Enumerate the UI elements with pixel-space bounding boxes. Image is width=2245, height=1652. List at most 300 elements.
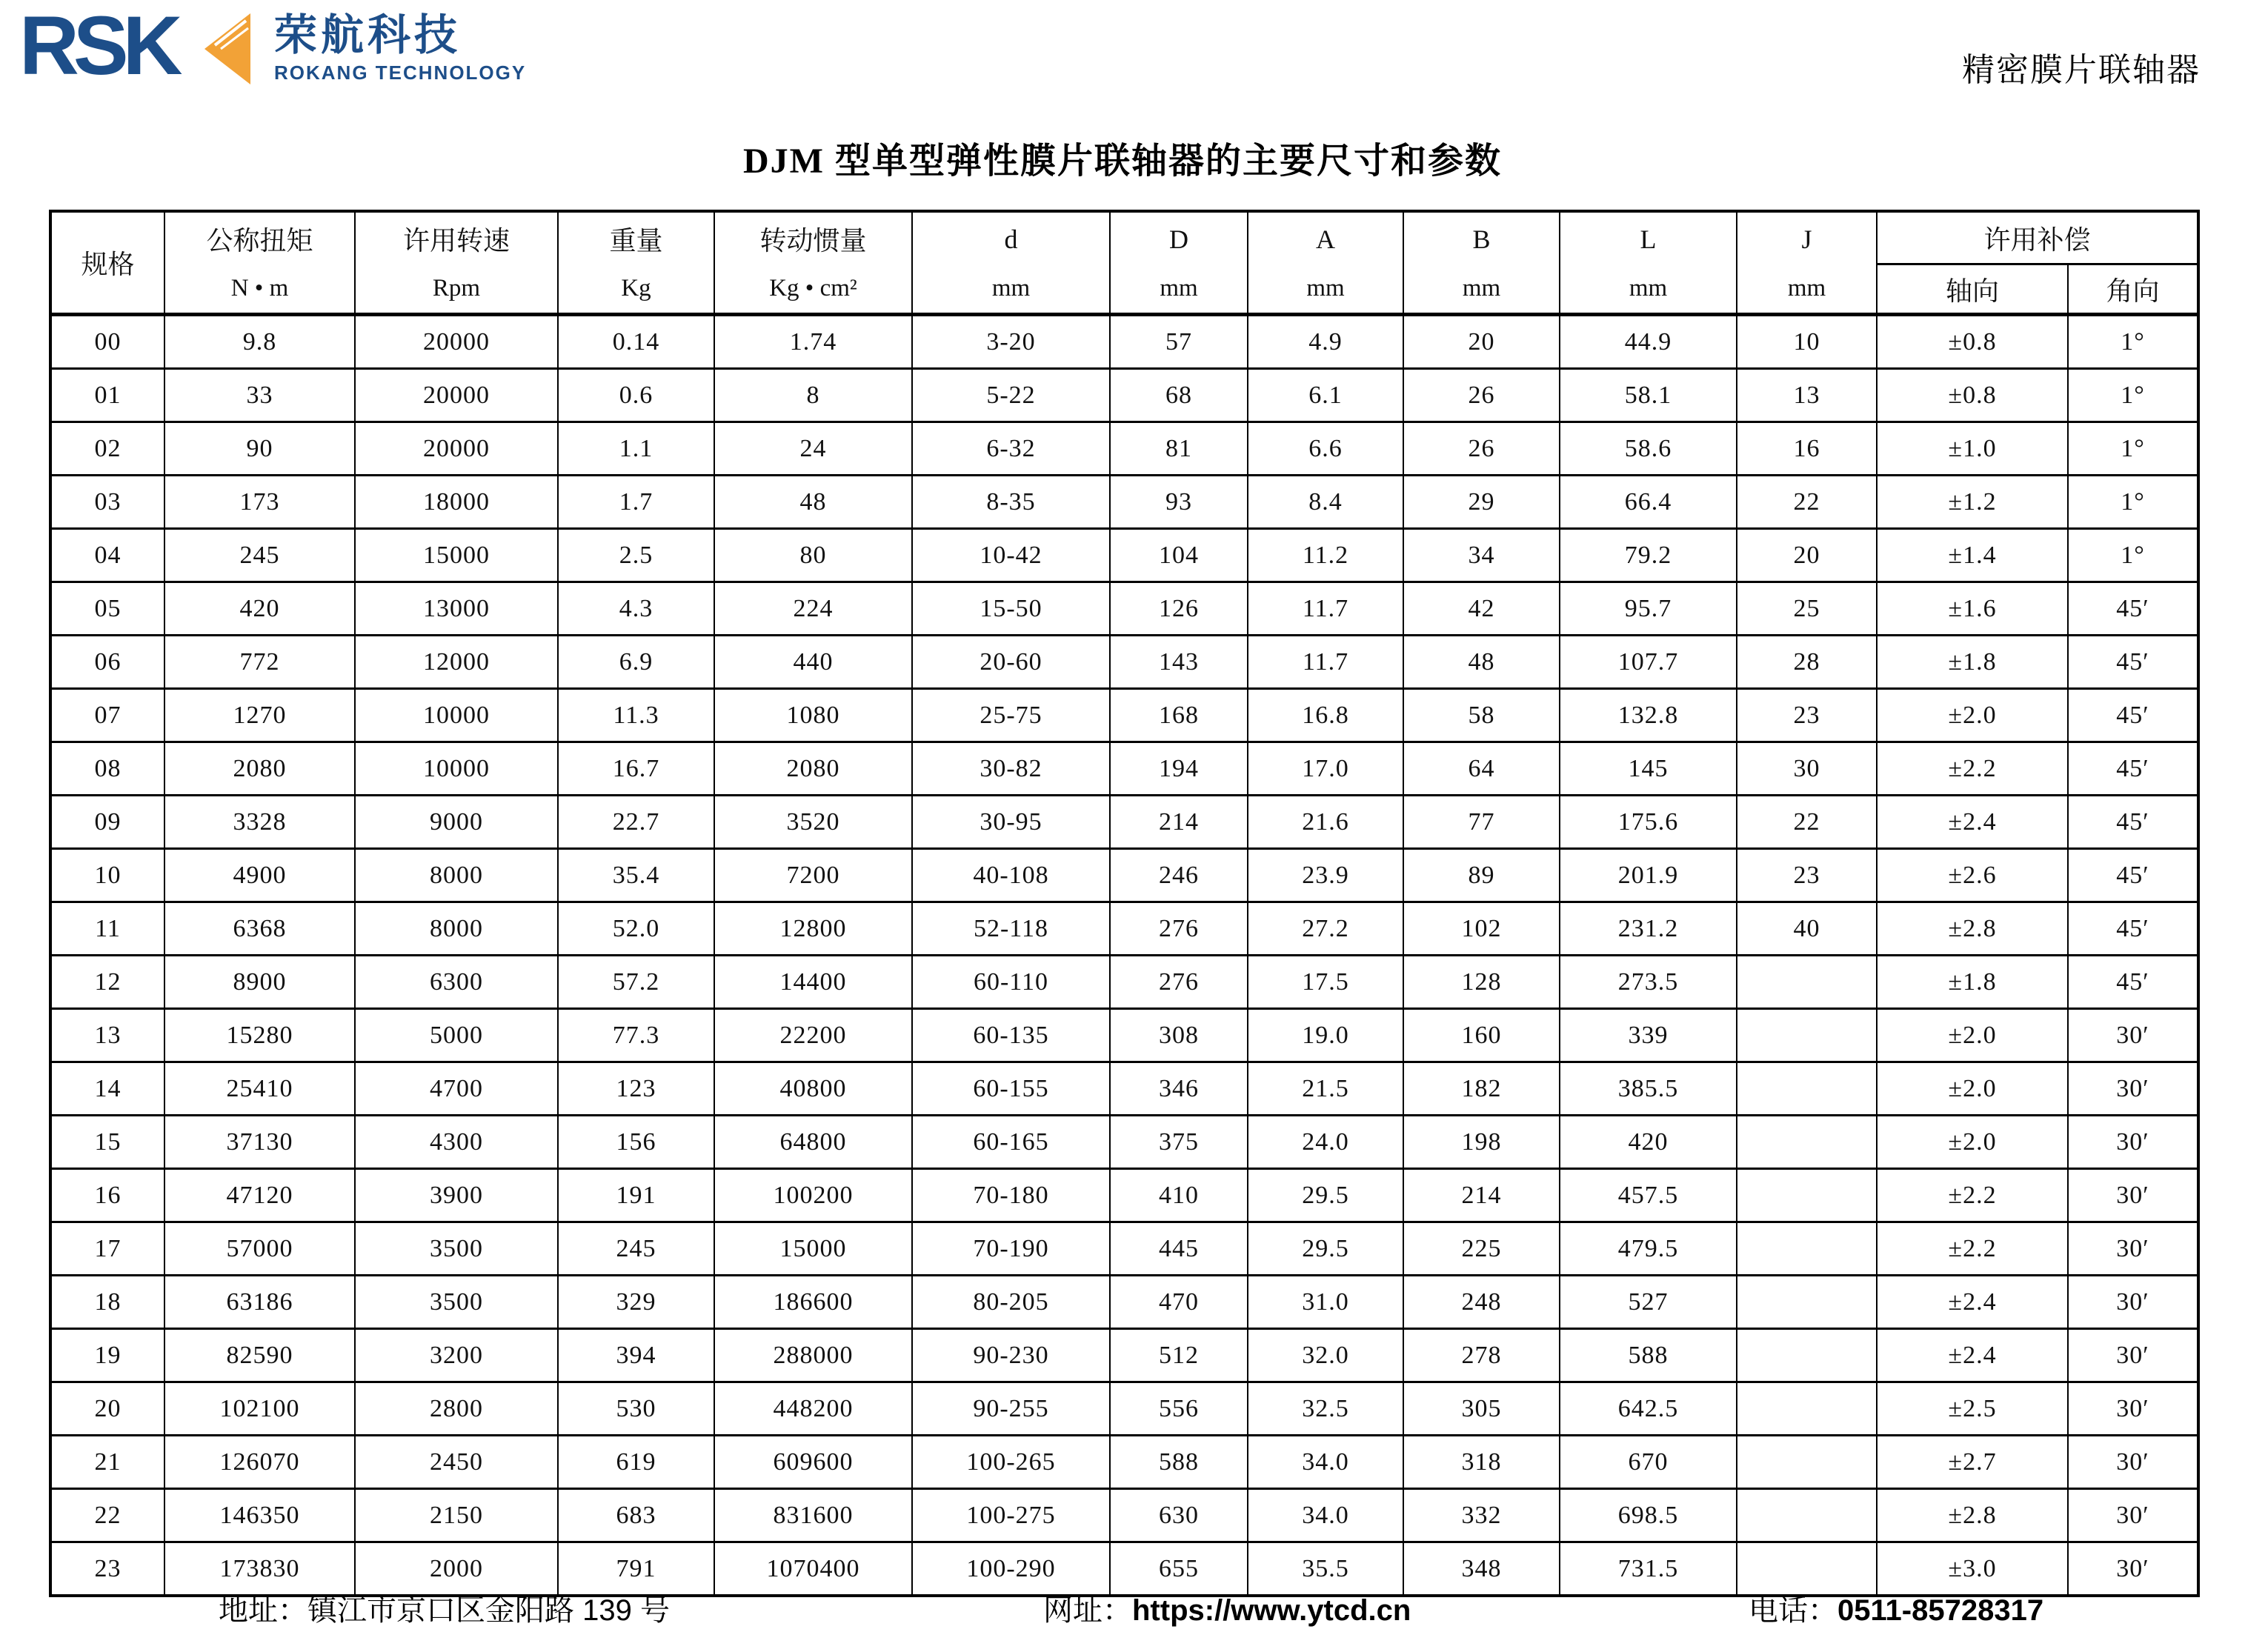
table-cell: 22200 [714,1009,912,1062]
table-cell: 2080 [164,742,355,796]
table-cell: 22 [1737,796,1877,849]
table-cell: 4700 [355,1062,558,1116]
logo-monogram: RSK [19,4,177,92]
table-row [50,849,2198,902]
table-cell: 48 [1403,636,1560,689]
table-cell: 20 [1737,529,1877,582]
col-header-axial: 轴向 [1877,264,2068,315]
table-cell: ±2.0 [1877,689,2068,742]
table-cell: 30′ [2068,1329,2198,1382]
table-cell: 17 [50,1222,164,1276]
table-cell: ±3.0 [1877,1542,2068,1596]
table-cell: 479.5 [1560,1222,1737,1276]
table-cell: 16 [1737,422,1877,476]
table-cell: 00 [50,315,164,369]
table-cell: 57000 [164,1222,355,1276]
table-cell: ±1.4 [1877,529,2068,582]
table-cell: 6.9 [558,636,714,689]
table-cell: 26 [1403,422,1560,476]
table-cell: 14 [50,1062,164,1116]
table-cell: 126 [1110,582,1248,636]
footer-website [1043,1587,1411,1629]
table-row [50,636,2198,689]
table-cell: 1° [2068,422,2198,476]
table-cell: 3200 [355,1329,558,1382]
table-cell: 23.9 [1248,849,1403,902]
table-cell: 23 [1737,849,1877,902]
col-header-compensation: 许用补偿 [1877,211,2198,264]
table-cell: ±2.6 [1877,849,2068,902]
table-cell: 3500 [355,1276,558,1329]
table-cell: 22.7 [558,796,714,849]
table-cell: 1° [2068,529,2198,582]
table-cell: 182 [1403,1062,1560,1116]
table-cell: 4.3 [558,582,714,636]
table-cell: 3-20 [912,315,1110,369]
table-cell: 642.5 [1560,1382,1737,1436]
table-cell: 6-32 [912,422,1110,476]
table-cell: 173 [164,476,355,529]
col-unit: mm [1462,275,1501,302]
table-cell: 20-60 [912,636,1110,689]
table-cell: 66.4 [1560,476,1737,529]
table-cell: 30-82 [912,742,1110,796]
table-cell: 670 [1560,1436,1737,1489]
table-row [50,1382,2198,1436]
table-cell: 30-95 [912,796,1110,849]
col-header-weight [558,211,714,315]
table-cell: 47120 [164,1169,355,1222]
col-header-torque [164,211,355,315]
table-cell: 224 [714,582,912,636]
table-cell: 3500 [355,1222,558,1276]
table-cell: 90-230 [912,1329,1110,1382]
table-cell: 30′ [2068,1222,2198,1276]
col-label: B [1472,224,1491,254]
table-cell: 13 [50,1009,164,1062]
table-cell: 420 [164,582,355,636]
table-cell: 20 [50,1382,164,1436]
table-cell: 45′ [2068,742,2198,796]
table-cell: 318 [1403,1436,1560,1489]
table-row [50,956,2198,1009]
table-cell: 420 [1560,1116,1737,1169]
table-header-row-1 [50,211,2198,264]
table-cell: 231.2 [1560,902,1737,956]
table-cell: 20000 [355,369,558,422]
table-cell: 24.0 [1248,1116,1403,1169]
table-cell: 10000 [355,742,558,796]
table-cell: 146350 [164,1489,355,1542]
table-cell: 100-275 [912,1489,1110,1542]
col-unit: mm [1629,275,1668,302]
table-cell: 145 [1560,742,1737,796]
table-cell: 42 [1403,582,1560,636]
table-cell [1737,1329,1877,1382]
table-cell: 305 [1403,1382,1560,1436]
table-cell: 60-135 [912,1009,1110,1062]
table-cell: 30′ [2068,1062,2198,1116]
table-cell: 8000 [355,849,558,902]
table-cell: 16.7 [558,742,714,796]
table-cell: ±1.2 [1877,476,2068,529]
table-cell: 58.6 [1560,422,1737,476]
table-cell: 89 [1403,849,1560,902]
table-cell: 30′ [2068,1489,2198,1542]
col-header-a [1248,211,1403,315]
table-row [50,1436,2198,1489]
table-cell: 23 [1737,689,1877,742]
table-cell: 448200 [714,1382,912,1436]
table-cell: 57.2 [558,956,714,1009]
table-row [50,369,2198,422]
table-cell: 683 [558,1489,714,1542]
table-cell: 68 [1110,369,1248,422]
table-cell: 731.5 [1560,1542,1737,1596]
table-cell: 90 [164,422,355,476]
table-cell: ±2.0 [1877,1009,2068,1062]
table-cell [1737,1382,1877,1436]
table-cell: 10 [1737,315,1877,369]
table-cell: 186600 [714,1276,912,1329]
table-cell: 4300 [355,1116,558,1169]
col-label: J [1801,224,1812,254]
table-cell [1737,1116,1877,1169]
table-cell: 10 [50,849,164,902]
table-cell: 2000 [355,1542,558,1596]
table-cell: 655 [1110,1542,1248,1596]
table-cell: 79.2 [1560,529,1737,582]
table-row [50,582,2198,636]
table-cell: 64800 [714,1116,912,1169]
table-cell: 2450 [355,1436,558,1489]
table-row [50,476,2198,529]
table-cell: 17.5 [1248,956,1403,1009]
table-cell: 58 [1403,689,1560,742]
table-cell: 12 [50,956,164,1009]
table-cell: 93 [1110,476,1248,529]
col-unit: mm [1160,275,1198,302]
col-unit: N • m [230,275,289,302]
table-cell: 13 [1737,369,1877,422]
table-cell: 100-265 [912,1436,1110,1489]
table-cell: 7200 [714,849,912,902]
table-cell: 21 [50,1436,164,1489]
table-cell: 791 [558,1542,714,1596]
website-link[interactable]: https://www.ytcd.cn [1132,1594,1411,1627]
table-cell: 556 [1110,1382,1248,1436]
table-cell: 21.5 [1248,1062,1403,1116]
table-cell: 40-108 [912,849,1110,902]
table-cell: 588 [1560,1329,1737,1382]
table-row [50,902,2198,956]
table-cell: 11.7 [1248,582,1403,636]
table-cell [1737,1062,1877,1116]
table-cell: 45′ [2068,902,2198,956]
table-cell: 77 [1403,796,1560,849]
table-cell: 45′ [2068,636,2198,689]
table-cell: 01 [50,369,164,422]
table-cell [1737,1169,1877,1222]
table-cell: 19 [50,1329,164,1382]
table-cell: ±1.0 [1877,422,2068,476]
table-cell: 102 [1403,902,1560,956]
table-cell: 15000 [355,529,558,582]
table-cell: 457.5 [1560,1169,1737,1222]
table-cell: 30 [1737,742,1877,796]
table-cell: 15000 [714,1222,912,1276]
col-label: 重量 [609,226,663,256]
table-cell: 276 [1110,902,1248,956]
col-header-inertia [714,211,912,315]
col-header-b [1403,211,1560,315]
table-cell: 102100 [164,1382,355,1436]
table-cell: 29.5 [1248,1222,1403,1276]
col-label: 许用转速 [402,226,510,256]
table-cell: 30′ [2068,1009,2198,1062]
col-header-l [1560,211,1737,315]
table-cell: 1° [2068,476,2198,529]
table-cell: 31.0 [1248,1276,1403,1329]
table-cell: 128 [1403,956,1560,1009]
table-cell: 2.5 [558,529,714,582]
table-cell: 168 [1110,689,1248,742]
table-cell: 60-165 [912,1116,1110,1169]
table-cell: 07 [50,689,164,742]
table-cell: 45′ [2068,956,2198,1009]
table-cell: ±2.4 [1877,1276,2068,1329]
table-cell: ±2.0 [1877,1116,2068,1169]
table-cell: 25-75 [912,689,1110,742]
table-cell: 273.5 [1560,956,1737,1009]
table-cell: 194 [1110,742,1248,796]
table-cell: ±2.4 [1877,1329,2068,1382]
table-cell: 52.0 [558,902,714,956]
table-cell: 58.1 [1560,369,1737,422]
table-cell [1737,1009,1877,1062]
col-unit: mm [1306,275,1345,302]
table-cell: 11.3 [558,689,714,742]
col-label: 转动惯量 [759,226,867,256]
table-row [50,796,2198,849]
table-cell: 03 [50,476,164,529]
logo-names [274,11,527,84]
footer-address [219,1587,670,1629]
table-cell: 375 [1110,1116,1248,1169]
col-label: d [1004,224,1018,254]
table-row [50,1009,2198,1062]
logo [19,4,526,92]
table-cell: 64 [1403,742,1560,796]
table-cell: 35.5 [1248,1542,1403,1596]
table-cell: 9000 [355,796,558,849]
table-cell: ±2.2 [1877,742,2068,796]
col-label: D [1169,224,1188,254]
table-cell: 30′ [2068,1436,2198,1489]
table-cell: 225 [1403,1222,1560,1276]
table-cell: ±2.8 [1877,1489,2068,1542]
logo-company-en: ROKANG TECHNOLOGY [274,61,527,84]
col-unit: mm [991,275,1031,302]
table-row [50,1489,2198,1542]
table-cell: 276 [1110,956,1248,1009]
table-body [50,315,2198,1596]
table-cell: 214 [1403,1169,1560,1222]
table-cell: 1.74 [714,315,912,369]
table-cell: 588 [1110,1436,1248,1489]
table-cell: 70-180 [912,1169,1110,1222]
table-row [50,1329,2198,1382]
table-cell: 02 [50,422,164,476]
table-cell: 95.7 [1560,582,1737,636]
table-cell: 90-255 [912,1382,1110,1436]
phone-label: 电话： [1749,1594,1837,1627]
table-cell: 40 [1737,902,1877,956]
page-title: DJM 型单型弹性膜片联轴器的主要尺寸和参数 [743,141,1502,181]
table-cell: 0.6 [558,369,714,422]
table-cell: 126070 [164,1436,355,1489]
table-cell: 9.8 [164,315,355,369]
table-cell: 410 [1110,1169,1248,1222]
table-cell: 123 [558,1062,714,1116]
table-cell: 08 [50,742,164,796]
table-cell: 346 [1110,1062,1248,1116]
table-cell: 143 [1110,636,1248,689]
table-cell: 6.1 [1248,369,1403,422]
table-cell: 156 [558,1116,714,1169]
table-row [50,315,2198,369]
table-cell: 288000 [714,1329,912,1382]
table-cell: 45′ [2068,689,2198,742]
table-cell: 30′ [2068,1382,2198,1436]
table-cell: 394 [558,1329,714,1382]
table-cell: 40800 [714,1062,912,1116]
table-cell: 23 [50,1542,164,1596]
table-cell: 32.0 [1248,1329,1403,1382]
table-cell: 30′ [2068,1542,2198,1596]
table-cell: 100-290 [912,1542,1110,1596]
col-label: A [1316,224,1335,254]
table-cell: 18000 [355,476,558,529]
table-cell: ±2.2 [1877,1222,2068,1276]
col-header-spec [50,211,164,315]
table-cell: 1° [2068,315,2198,369]
table-cell: 20 [1403,315,1560,369]
table-cell: 530 [558,1382,714,1436]
table-cell: 45′ [2068,582,2198,636]
table-cell: 698.5 [1560,1489,1737,1542]
table-cell: 100200 [714,1169,912,1222]
table-row [50,689,2198,742]
col-label: 公称扭矩 [206,226,313,256]
table-cell: 20000 [355,422,558,476]
table-cell: 57 [1110,315,1248,369]
table-cell: 8000 [355,902,558,956]
table-cell: 15 [50,1116,164,1169]
table-cell: 10000 [355,689,558,742]
table-cell: 32.5 [1248,1382,1403,1436]
rsk-logo-icon [19,4,264,92]
col-header-bore-d [912,211,1110,315]
col-unit: Rpm [432,275,481,302]
table-cell: 198 [1403,1116,1560,1169]
table-cell: 80-205 [912,1276,1110,1329]
table-cell: 45′ [2068,796,2198,849]
table-cell: 52-118 [912,902,1110,956]
table-cell: 2150 [355,1489,558,1542]
table-cell: 30′ [2068,1169,2198,1222]
table-cell: 11.7 [1248,636,1403,689]
table-cell [1737,1489,1877,1542]
table-cell: 19.0 [1248,1009,1403,1062]
table-cell: 619 [558,1436,714,1489]
table-cell: ±2.4 [1877,796,2068,849]
table-cell: 6368 [164,902,355,956]
table-cell: 0.14 [558,315,714,369]
footer [0,1587,2245,1639]
table-cell: 34 [1403,529,1560,582]
footer-phone [1749,1587,2043,1629]
table-cell: ±2.5 [1877,1382,2068,1436]
table-cell: 6.6 [1248,422,1403,476]
website-label: 网址： [1043,1594,1132,1627]
table-cell: 175.6 [1560,796,1737,849]
table-cell: 81 [1110,422,1248,476]
table-head [50,211,2198,315]
table-cell: 34.0 [1248,1489,1403,1542]
table-cell: 26 [1403,369,1560,422]
table-cell: 11.2 [1248,529,1403,582]
col-label: L [1640,224,1657,254]
table-cell: 77.3 [558,1009,714,1062]
col-unit: Kg [621,275,651,302]
table-cell: 440 [714,636,912,689]
table-cell: 308 [1110,1009,1248,1062]
table-cell: 5000 [355,1009,558,1062]
table-cell: 63186 [164,1276,355,1329]
phone-value: 0511-85728317 [1837,1594,2044,1627]
table-cell: 191 [558,1169,714,1222]
table-cell: 3520 [714,796,912,849]
address-value: 镇江市京口区金阳路 139 号 [307,1594,670,1627]
table-cell: 33 [164,369,355,422]
table-cell: 445 [1110,1222,1248,1276]
table-cell: 27.2 [1248,902,1403,956]
table-cell: 4900 [164,849,355,902]
table-cell [1737,1222,1877,1276]
table-cell: 512 [1110,1329,1248,1382]
table-cell: 48 [714,476,912,529]
col-unit: Kg • cm² [769,275,857,302]
table-cell: 25 [1737,582,1877,636]
table-cell: 1080 [714,689,912,742]
table-row [50,422,2198,476]
table-cell: 16 [50,1169,164,1222]
table-cell: 20000 [355,315,558,369]
table-cell: 30′ [2068,1276,2198,1329]
table-cell: 8 [714,369,912,422]
table-row [50,1116,2198,1169]
table-cell: 107.7 [1560,636,1737,689]
table-cell [1737,1436,1877,1489]
table-cell: 1.7 [558,476,714,529]
table-row [50,742,2198,796]
table-cell: 6300 [355,956,558,1009]
table-cell: 29 [1403,476,1560,529]
address-label: 地址： [219,1594,307,1627]
table-cell: 160 [1403,1009,1560,1062]
table-cell: 30′ [2068,1116,2198,1169]
